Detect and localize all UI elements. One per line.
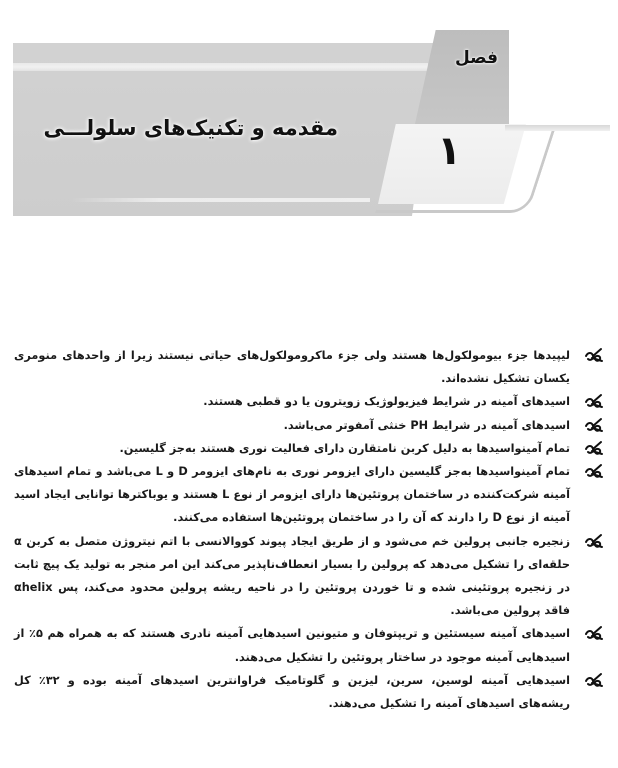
list-item bbox=[14, 669, 606, 715]
number-panel-rail bbox=[505, 125, 610, 131]
list-item bbox=[14, 390, 606, 413]
scissors-check-bullet-icon bbox=[584, 625, 604, 641]
list-item-text: تمام آمینواسیدها به‌جز گلیسین دارای ایزومر نوری به نام‌های ایزومر D و L می‌باشد و تمام اسیدهای آمینه شرکت‌کننده در ساختمان پروتئین‌ها دارای ایزومر از نوع L هستند و یوباکترها توانایی ایجاد اسید آمینه از نوع D را دارند که آن را در ساختمان پروتئین‌ها استفاده می‌کنند. bbox=[14, 465, 570, 525]
list-item-text: تمام آمینواسیدها به دلیل کربن نامتقارن دارای فعالیت نوری هستند به‌جز گلیسین. bbox=[119, 441, 570, 455]
scissors-check-bullet-icon bbox=[584, 393, 604, 409]
scissors-check-bullet-icon bbox=[584, 533, 604, 549]
chapter-title: مقدمه و تکنیک‌های سلولـــی bbox=[43, 116, 338, 140]
list-item-text: اسیدهایی آمینه لوسین، سرین، لیزین و گلوتامیک فراوانترین اسیدهای آمینه بوده و ۳۲٪ کل ریشه‌های اسیدهای آمینه را تشکیل می‌دهند. bbox=[14, 673, 570, 711]
list-item-text: اسیدهای آمینه در شرایط فیزیولوژیک زویترون یا دو قطبی هستند. bbox=[203, 395, 570, 409]
list-item bbox=[14, 460, 606, 530]
list-item-text: اسیدهای آمینه سیستئین و تریپتوفان و متیونین اسیدهایی آمینه نادری هستند که به همراه هم ۵٪ از اسیدهایی آمینه موجود در ساختار پروتئین را تشکیل می‌دهند. bbox=[14, 627, 570, 664]
list-item-text: زنجیره جانبی پرولین خم می‌شود و از طریق ایجاد پیوند کووالانسی با اتم نیتروژن متصل به کربن α حلقه‌ای را تشکیل می‌دهد که پرولین را بسیار انعطاف‌ناپذیر می‌کند این امر منجر به تولید یک پیچ ثابت در زنجیره پروتئینی شده و تا خوردن پروتئین را در ناحیه ریشه پرولین محدود می‌کند، پس αhelix فاقد پرولین می‌باشد. bbox=[14, 534, 570, 618]
list-item bbox=[14, 344, 606, 390]
chapter-banner bbox=[0, 0, 618, 230]
list-item bbox=[14, 437, 606, 460]
scissors-check-bullet-icon bbox=[584, 463, 604, 479]
list-item bbox=[14, 530, 606, 623]
list-item-text: اسیدهای آمینه در شرایط PH خنثی آمفوتر می‌باشد. bbox=[283, 418, 570, 432]
banner-highlight-stripe bbox=[13, 63, 428, 71]
list-item-text: لیپیدها جزء بیومولکول‌ها هستند ولی جزء ماکرومولکول‌های حیاتی نیستند زیرا از واحدهای منومری یکسان تشکیل نشده‌اند. bbox=[14, 349, 570, 386]
chapter-number: ۱ bbox=[437, 128, 462, 174]
scissors-check-bullet-icon bbox=[584, 347, 604, 363]
list-item bbox=[14, 622, 606, 668]
scissors-check-bullet-icon bbox=[584, 417, 604, 433]
bullet-list bbox=[14, 344, 606, 715]
scissors-check-bullet-icon bbox=[584, 440, 604, 456]
chapter-tab-label: فصل bbox=[455, 48, 499, 68]
banner-bottom-stripe bbox=[70, 198, 370, 202]
scissors-check-bullet-icon bbox=[584, 672, 604, 688]
list-item bbox=[14, 414, 606, 437]
